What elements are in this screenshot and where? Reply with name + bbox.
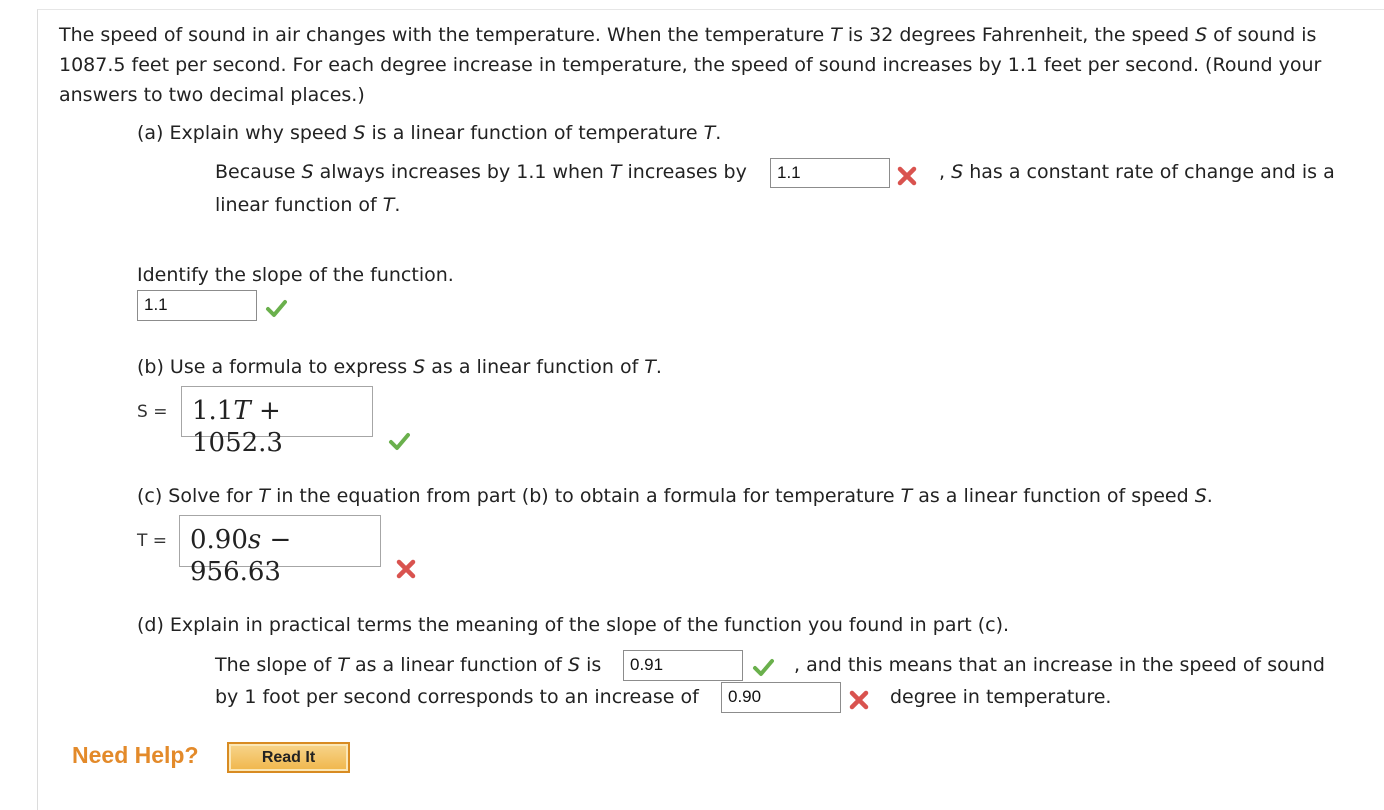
correct-check-icon	[752, 656, 774, 678]
part-d-prompt: (d) Explain in practical terms the meaning of the slope of the function you found in part (c).	[137, 614, 1010, 636]
part-b-equation-label: S =	[137, 402, 168, 422]
incorrect-x-icon	[395, 558, 417, 580]
read-it-button[interactable]: Read It	[227, 742, 350, 773]
correct-check-icon	[265, 297, 287, 319]
incorrect-x-icon	[848, 689, 870, 711]
need-help-label: Need Help?	[72, 742, 199, 768]
part-a-sentence-cont: , S has a constant rate of change and is a	[939, 161, 1335, 183]
part-b-formula-input[interactable]: 1.1T + 1052.3	[181, 386, 373, 437]
correct-check-icon	[388, 430, 410, 452]
part-d-slope-input[interactable]: 0.91	[623, 650, 743, 681]
part-a-answer-input[interactable]: 1.1	[770, 158, 890, 188]
part-d-sentence-2: by 1 foot per second corresponds to an increase of	[215, 686, 699, 708]
part-b-prompt: (b) Use a formula to express S as a linear function of T.	[137, 356, 662, 378]
part-c-formula-input[interactable]: 0.90s − 956.63	[179, 515, 381, 567]
part-d-sentence: The slope of T as a linear function of S is	[215, 654, 602, 676]
part-c-equation-label: T =	[137, 531, 168, 551]
problem-statement: The speed of sound in air changes with the temperature. When the temperature T is 32 degrees Fahrenheit, the speed S of sound is 1087.5 feet per second. For each degree increase in temperature, the speed of sound increases by 1.1 feet per second. (Round your answers to two decimal places.)	[59, 24, 1322, 106]
slope-answer-input[interactable]: 1.1	[137, 290, 257, 321]
part-d-degree-input[interactable]: 0.90	[721, 682, 841, 713]
part-a-prompt: (a) Explain why speed S is a linear function of temperature T.	[137, 122, 722, 144]
slope-prompt: Identify the slope of the function.	[137, 264, 454, 286]
part-d-sentence-end: degree in temperature.	[890, 686, 1112, 708]
part-a-sentence: Because S always increases by 1.1 when T increases by	[215, 161, 747, 183]
part-a-sentence-end: linear function of T.	[215, 194, 401, 216]
part-d-sentence-cont: , and this means that an increase in the speed of sound	[794, 654, 1325, 676]
incorrect-x-icon	[896, 165, 918, 187]
part-c-prompt: (c) Solve for T in the equation from part (b) to obtain a formula for temperature T as a linear function of speed S.	[137, 485, 1213, 507]
